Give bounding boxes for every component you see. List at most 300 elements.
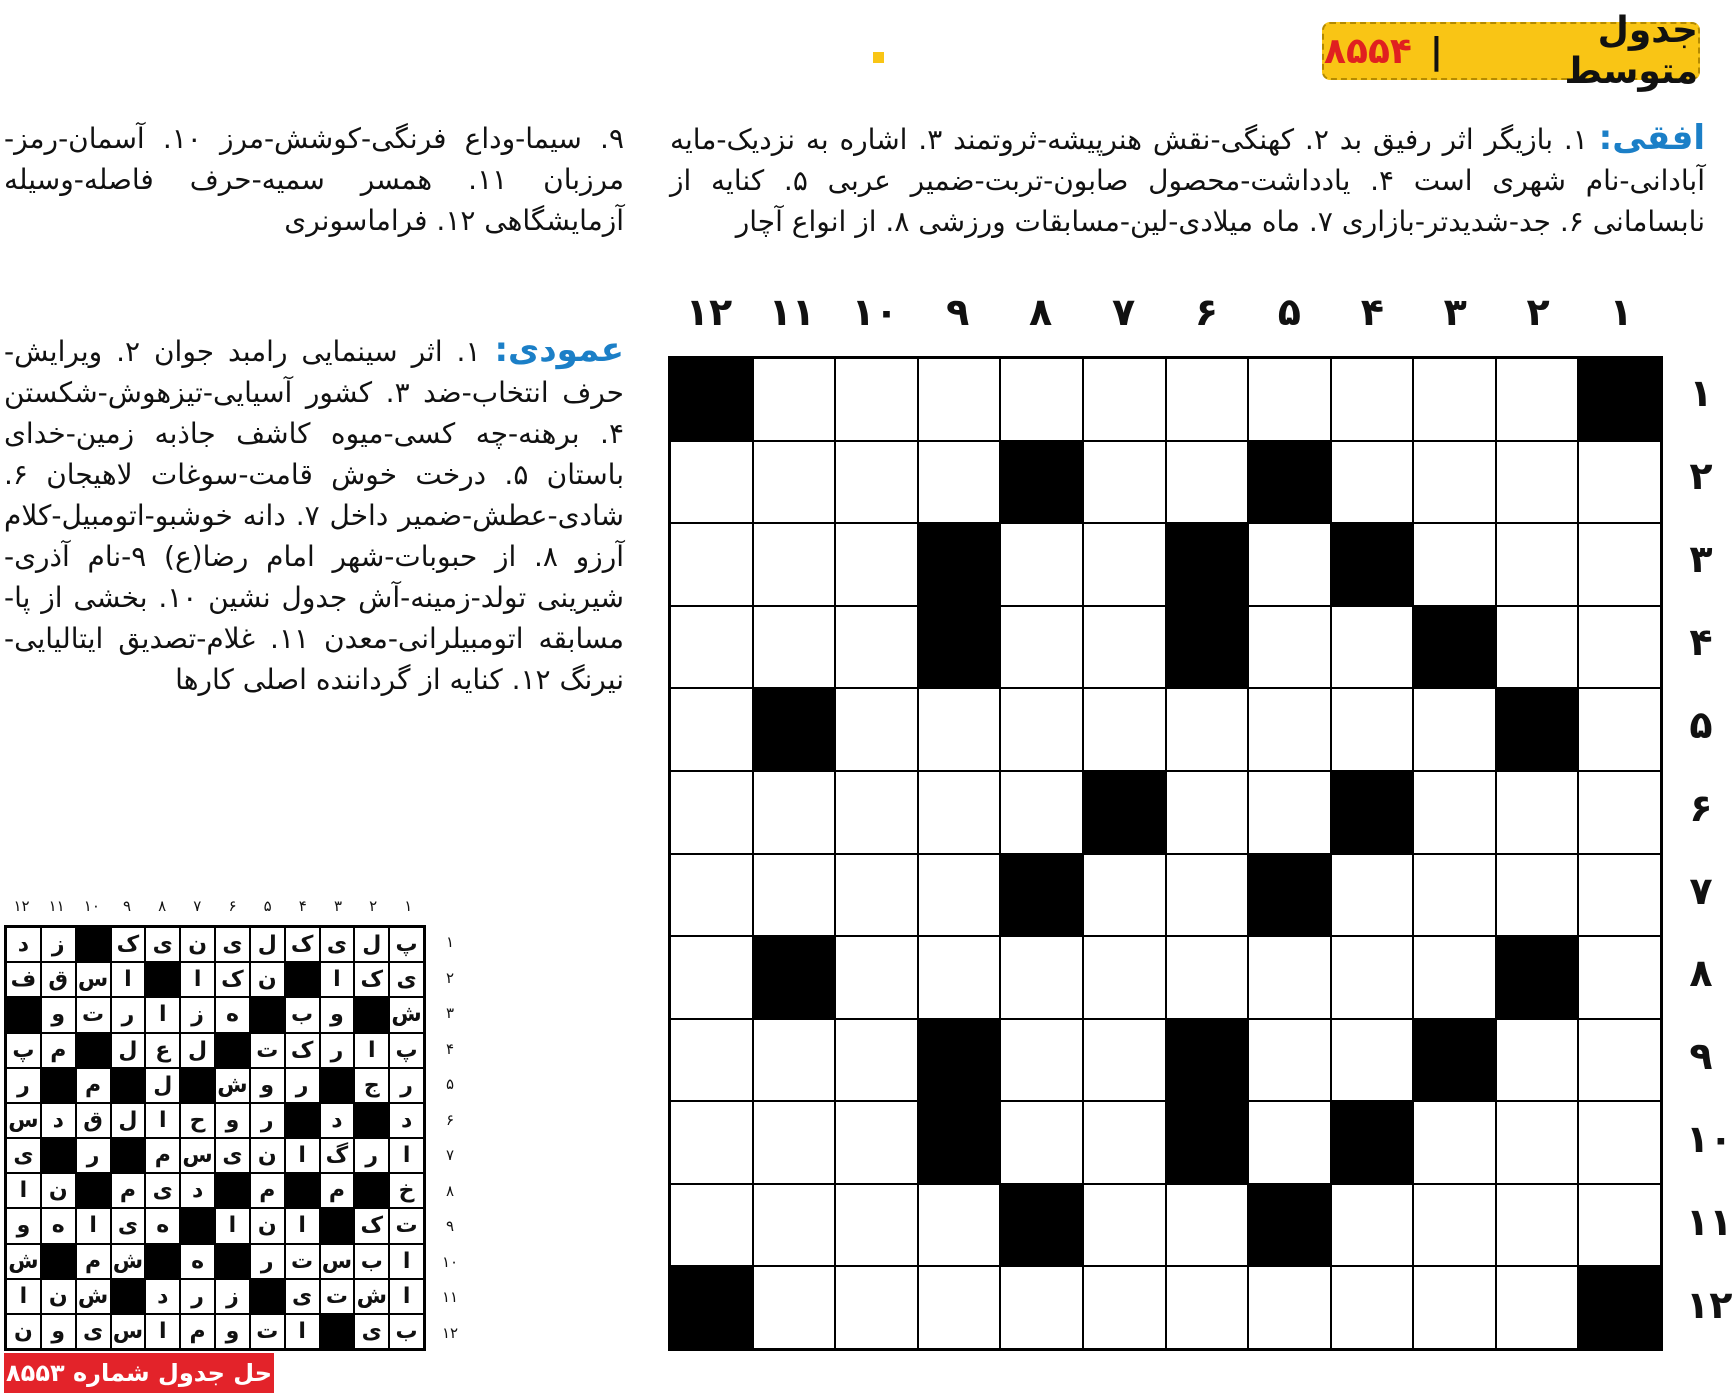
solution-black-cell	[41, 1068, 76, 1103]
empty-cell[interactable]	[670, 936, 753, 1019]
solution-letter: م	[250, 1173, 285, 1208]
solution-letter: ل	[145, 1068, 180, 1103]
black-cell	[1000, 854, 1083, 937]
solution-black-cell	[111, 1068, 146, 1103]
solution-letter: د	[320, 1103, 355, 1138]
black-cell	[1331, 523, 1414, 606]
empty-cell[interactable]	[1578, 936, 1661, 1019]
solution-letter: ک	[354, 962, 389, 997]
empty-cell[interactable]	[1413, 1184, 1496, 1267]
empty-cell[interactable]	[753, 1184, 836, 1267]
empty-cell[interactable]	[670, 523, 753, 606]
column-number: ۴	[1360, 290, 1384, 334]
empty-cell[interactable]	[1331, 688, 1414, 771]
solution-column-number: ۵	[263, 897, 272, 915]
solution-black-cell	[250, 997, 285, 1032]
solution-column-number: ۷	[193, 897, 202, 915]
decorative-dot	[873, 52, 884, 63]
empty-cell[interactable]	[1083, 358, 1166, 441]
solution-black-cell	[76, 927, 111, 962]
solution-letter: ه	[145, 1208, 180, 1243]
black-cell	[918, 606, 1001, 689]
solution-row-number: ۷	[445, 1146, 455, 1164]
solution-row-number: ۱۲	[441, 1323, 459, 1342]
solution-letter: ش	[6, 1244, 41, 1279]
solution-black-cell	[354, 997, 389, 1032]
empty-cell[interactable]	[918, 358, 1001, 441]
solution-letter: ع	[145, 1033, 180, 1068]
empty-cell[interactable]	[1578, 441, 1661, 524]
empty-cell[interactable]	[1083, 854, 1166, 937]
empty-cell[interactable]	[835, 1184, 918, 1267]
solution-letter: ا	[389, 1279, 424, 1314]
solution-letter: م	[76, 1244, 111, 1279]
solution-letter: م	[111, 1173, 146, 1208]
empty-cell[interactable]	[1166, 854, 1249, 937]
row-number: ۷	[1689, 868, 1713, 913]
empty-cell[interactable]	[753, 441, 836, 524]
solution-letter: ن	[41, 1279, 76, 1314]
empty-cell[interactable]	[1413, 936, 1496, 1019]
solution-letter: ی	[76, 1314, 111, 1349]
solution-letter: ی	[215, 1138, 250, 1173]
empty-cell[interactable]	[1248, 771, 1331, 854]
solution-letter: ی	[215, 927, 250, 962]
empty-cell[interactable]	[1000, 1266, 1083, 1349]
solution-letter: ی	[145, 1173, 180, 1208]
solution-letter: پ	[6, 1033, 41, 1068]
empty-cell[interactable]	[670, 441, 753, 524]
empty-cell[interactable]	[1496, 1184, 1579, 1267]
empty-cell[interactable]	[918, 771, 1001, 854]
solution-column-number: ۱	[404, 897, 413, 915]
solution-letter: و	[215, 1103, 250, 1138]
empty-cell[interactable]	[1000, 1101, 1083, 1184]
solution-letter: ب	[354, 1244, 389, 1279]
solution-letter: ش	[215, 1068, 250, 1103]
empty-cell[interactable]	[1578, 688, 1661, 771]
solution-black-cell	[76, 1033, 111, 1068]
empty-cell[interactable]	[1083, 523, 1166, 606]
empty-cell[interactable]	[670, 1019, 753, 1102]
solution-letter: ر	[320, 1033, 355, 1068]
solution-letter: د	[389, 1103, 424, 1138]
empty-cell[interactable]	[835, 441, 918, 524]
empty-cell[interactable]	[753, 771, 836, 854]
solution-letter: ا	[354, 1033, 389, 1068]
empty-cell[interactable]	[753, 854, 836, 937]
empty-cell[interactable]	[835, 523, 918, 606]
empty-cell[interactable]	[1083, 1266, 1166, 1349]
empty-cell[interactable]	[835, 688, 918, 771]
empty-cell[interactable]	[670, 606, 753, 689]
empty-cell[interactable]	[1496, 358, 1579, 441]
empty-cell[interactable]	[1083, 441, 1166, 524]
empty-cell[interactable]	[1496, 523, 1579, 606]
empty-cell[interactable]	[1000, 688, 1083, 771]
solution-letter: ر	[285, 1068, 320, 1103]
black-cell	[753, 936, 836, 1019]
empty-cell[interactable]	[1248, 358, 1331, 441]
solution-letter: ا	[285, 1314, 320, 1349]
solution-letter: ل	[180, 1033, 215, 1068]
solution-letter: ت	[285, 1244, 320, 1279]
solution-letter: ن	[250, 1138, 285, 1173]
empty-cell[interactable]	[1331, 1266, 1414, 1349]
horizontal-clues-text-1: ۱. بازیگر اثر رفیق بد ۲. کهنگی-نقش هنرپیشه-ثروتمند ۳. اشاره به نزدیک-مایه آبادانی-نام شهری است ۴. یادداشت-محصول صابون-تربت-ضمیر عربی ۵. کنایه از نابسامانی ۶. جد-شدیدتر-بازاری ۷. ماه میلادی-لین-مسابقات ورزشی ۸. از انواع آچار	[670, 123, 1706, 238]
empty-cell[interactable]	[1248, 1266, 1331, 1349]
row-number: ۸	[1689, 951, 1713, 996]
solution-black-cell	[180, 1068, 215, 1103]
solution-row-number: ۱۰	[441, 1252, 459, 1271]
empty-cell[interactable]	[1413, 358, 1496, 441]
column-number: ۶	[1194, 290, 1219, 334]
empty-cell[interactable]	[1331, 1184, 1414, 1267]
solution-letter: ب	[285, 997, 320, 1032]
solution-letter: ا	[215, 1208, 250, 1243]
solution-letter: م	[320, 1173, 355, 1208]
empty-cell[interactable]	[1578, 606, 1661, 689]
empty-cell[interactable]	[670, 688, 753, 771]
empty-cell[interactable]	[835, 358, 918, 441]
solution-grid	[4, 925, 426, 1351]
solution-letter: ب	[389, 1314, 424, 1349]
empty-cell[interactable]	[1000, 358, 1083, 441]
empty-cell[interactable]	[1496, 771, 1579, 854]
black-cell	[918, 1101, 1001, 1184]
solution-letter: ا	[389, 1138, 424, 1173]
solution-letter: ک	[285, 1033, 320, 1068]
empty-cell[interactable]	[1166, 358, 1249, 441]
solution-row-number: ۸	[445, 1181, 455, 1200]
empty-cell[interactable]	[1496, 441, 1579, 524]
empty-cell[interactable]	[1413, 1101, 1496, 1184]
row-number: ۳	[1689, 536, 1713, 581]
empty-cell[interactable]	[670, 854, 753, 937]
solution-letter: ن	[41, 1173, 76, 1208]
empty-cell[interactable]	[1413, 854, 1496, 937]
solution-letter: ه	[215, 997, 250, 1032]
solution-black-cell	[215, 1173, 250, 1208]
black-cell	[1578, 1266, 1661, 1349]
column-number: ۱۲	[685, 290, 733, 334]
solution-letter: ی	[320, 927, 355, 962]
solution-black-cell	[320, 1208, 355, 1243]
row-number: ۱۰	[1686, 1117, 1732, 1162]
solution-letter: س	[111, 1314, 146, 1349]
empty-cell[interactable]	[1496, 1266, 1579, 1349]
solution-letter: ک	[354, 1208, 389, 1243]
empty-cell[interactable]	[1331, 358, 1414, 441]
empty-cell[interactable]	[918, 1266, 1001, 1349]
empty-cell[interactable]	[753, 1101, 836, 1184]
solution-letter: پ	[389, 1033, 424, 1068]
solution-letter: ی	[6, 1138, 41, 1173]
row-number: ۵	[1689, 702, 1713, 747]
empty-cell[interactable]	[753, 358, 836, 441]
empty-cell[interactable]	[918, 1184, 1001, 1267]
solution-letter: ا	[6, 1279, 41, 1314]
empty-cell[interactable]	[1248, 1019, 1331, 1102]
solution-letter: ر	[354, 1138, 389, 1173]
empty-cell[interactable]	[1248, 1101, 1331, 1184]
empty-cell[interactable]	[1578, 771, 1661, 854]
empty-cell[interactable]	[753, 1019, 836, 1102]
solution-letter: ن	[250, 962, 285, 997]
empty-cell[interactable]	[1578, 1184, 1661, 1267]
solution-row-number: ۱	[445, 933, 455, 951]
solution-letter: ش	[354, 1279, 389, 1314]
solution-black-cell	[145, 1244, 180, 1279]
solution-black-cell	[6, 997, 41, 1032]
empty-cell[interactable]	[918, 441, 1001, 524]
solution-letter: س	[320, 1244, 355, 1279]
empty-cell[interactable]	[1496, 606, 1579, 689]
solution-letter: ه	[41, 1208, 76, 1243]
solution-letter: ا	[145, 1103, 180, 1138]
empty-cell[interactable]	[670, 1101, 753, 1184]
empty-cell[interactable]	[1166, 1184, 1249, 1267]
empty-cell[interactable]	[1000, 1019, 1083, 1102]
solution-letter: خ	[389, 1173, 424, 1208]
solution-row-number: ۶	[445, 1110, 455, 1129]
puzzle-number: ۸۵۵۴	[1324, 30, 1412, 72]
black-cell	[1248, 854, 1331, 937]
solution-column-number: ۹	[122, 897, 132, 915]
solution-black-cell	[250, 1279, 285, 1314]
empty-cell[interactable]	[835, 936, 918, 1019]
solution-row-number: ۱۱	[441, 1288, 459, 1306]
black-cell	[1166, 1019, 1249, 1102]
black-cell	[1166, 1101, 1249, 1184]
solution-letter: ن	[250, 1208, 285, 1243]
solution-row-number: ۵	[445, 1075, 455, 1093]
empty-cell[interactable]	[918, 936, 1001, 1019]
empty-cell[interactable]	[1248, 688, 1331, 771]
solution-letter: ا	[111, 962, 146, 997]
empty-cell[interactable]	[835, 854, 918, 937]
empty-cell[interactable]	[1413, 1266, 1496, 1349]
empty-cell[interactable]	[1413, 441, 1496, 524]
solution-letter: و	[6, 1208, 41, 1243]
empty-cell[interactable]	[1248, 606, 1331, 689]
black-cell	[918, 523, 1001, 606]
empty-cell[interactable]	[1331, 854, 1414, 937]
empty-cell[interactable]	[1413, 523, 1496, 606]
empty-cell[interactable]	[1166, 688, 1249, 771]
solution-letter: د	[180, 1173, 215, 1208]
solution-letter: د	[145, 1279, 180, 1314]
solution-letter: س	[180, 1138, 215, 1173]
solution-black-cell	[354, 1173, 389, 1208]
solution-letter: ز	[41, 927, 76, 962]
title-box	[1322, 10, 1700, 92]
title-text: جدول متوسط	[1564, 10, 1698, 92]
horizontal-clues-text-2: ۹. سیما-وداع فرنگی-کوشش-مرز ۱۰. آسمان-رمز-مرزبان ۱۱. همسر سمیه-حرف فاصله-وسیله آزمایشگاهی ۱۲. فراماسونری	[4, 122, 624, 237]
solution-letter: و	[320, 997, 355, 1032]
solution-letter: ر	[250, 1244, 285, 1279]
empty-cell[interactable]	[1083, 606, 1166, 689]
solution-letter: ا	[285, 1138, 320, 1173]
solution-letter: ی	[285, 1279, 320, 1314]
empty-cell[interactable]	[1248, 936, 1331, 1019]
crossword-grid	[668, 356, 1663, 1351]
row-number: ۶	[1689, 785, 1713, 830]
solution-letter: ش	[111, 1244, 146, 1279]
solution-letter: ک	[111, 927, 146, 962]
solution-letter: ق	[76, 1103, 111, 1138]
solution-letter: ه	[180, 1244, 215, 1279]
empty-cell[interactable]	[1083, 1101, 1166, 1184]
solution-letter: ی	[354, 1314, 389, 1349]
empty-cell[interactable]	[835, 1266, 918, 1349]
empty-cell[interactable]	[1166, 1266, 1249, 1349]
solution-black-cell	[320, 1068, 355, 1103]
solution-letter: ل	[250, 927, 285, 962]
empty-cell[interactable]	[1578, 1019, 1661, 1102]
solution-letter: ح	[180, 1103, 215, 1138]
empty-cell[interactable]	[1083, 936, 1166, 1019]
solution-letter: ی	[111, 1208, 146, 1243]
black-cell	[1413, 1019, 1496, 1102]
black-cell	[1083, 771, 1166, 854]
solution-letter: ت	[76, 997, 111, 1032]
black-cell	[1496, 688, 1579, 771]
solution-letter: و	[41, 997, 76, 1032]
solution-column-number: ۶	[228, 897, 237, 915]
solution-black-cell	[76, 1173, 111, 1208]
column-number: ۹	[946, 290, 970, 334]
empty-cell[interactable]	[1496, 1101, 1579, 1184]
row-number: ۱	[1689, 371, 1713, 415]
solution-letter: ل	[111, 1103, 146, 1138]
solution-black-cell	[285, 962, 320, 997]
black-cell	[918, 1019, 1001, 1102]
empty-cell[interactable]	[1000, 771, 1083, 854]
solution-letter: ج	[354, 1068, 389, 1103]
empty-cell[interactable]	[753, 523, 836, 606]
empty-cell[interactable]	[835, 771, 918, 854]
solution-letter: م	[41, 1033, 76, 1068]
solution-letter: ا	[145, 1314, 180, 1349]
solution-letter: م	[145, 1138, 180, 1173]
row-number: ۱۱	[1686, 1200, 1732, 1245]
solution-column-number: ۲	[369, 897, 378, 915]
black-cell	[1000, 441, 1083, 524]
empty-cell[interactable]	[1578, 854, 1661, 937]
empty-cell[interactable]	[1000, 523, 1083, 606]
column-number: ۵	[1277, 290, 1301, 334]
empty-cell[interactable]	[918, 854, 1001, 937]
solution-letter: ا	[180, 962, 215, 997]
solution-letter: ز	[215, 1279, 250, 1314]
black-cell	[1578, 358, 1661, 441]
vertical-clues	[4, 330, 624, 700]
row-number: ۴	[1689, 619, 1713, 664]
column-number: ۱۰	[851, 290, 899, 334]
solution-black-cell	[41, 1244, 76, 1279]
empty-cell[interactable]	[1331, 441, 1414, 524]
empty-cell[interactable]	[835, 606, 918, 689]
solution-letter: ا	[145, 997, 180, 1032]
row-number: ۹	[1689, 1034, 1713, 1079]
vertical-clues-text: ۱. اثر سینمایی رامبد جوان ۲. ویرایش-حرف انتخاب-ضد ۳. کشور آسیایی-تیزهوش-شکستن ۴. برهنه-چه کسی-میوه کاشف جاذبه زمین-خدای باستان ۵. درخت خوش قامت-سوغات لاهیجان ۶. شادی-عطش-ضمیر داخل ۷. دانه خوشبو-اتومبیل-کلام آرزو ۸. از حبوبات-شهر امام رضا(ع) ۹-نام آذری-شیرینی تولد-زمینه-آش جدول نشین ۱۰. بخشی از پا-مسابقه اتومبیلرانی-معدن ۱۱. غلام-تصدیق ایتالیایی-نیرنگ ۱۲. کنایه از گرداننده اصلی کارها	[4, 335, 625, 696]
solution-row-number: ۳	[445, 1004, 455, 1022]
solution-letter: ک	[285, 927, 320, 962]
black-cell	[1331, 1101, 1414, 1184]
column-number: ۲	[1526, 290, 1550, 334]
solution-row-number: ۴	[445, 1039, 455, 1058]
solution-letter: ا	[76, 1208, 111, 1243]
solution-letter: ت	[320, 1279, 355, 1314]
empty-cell[interactable]	[1331, 936, 1414, 1019]
empty-cell[interactable]	[1000, 606, 1083, 689]
empty-cell[interactable]	[1496, 1019, 1579, 1102]
solution-letter: د	[41, 1103, 76, 1138]
solution-black-cell	[145, 962, 180, 997]
black-cell	[1248, 1184, 1331, 1267]
empty-cell[interactable]	[1083, 1184, 1166, 1267]
solution-black-cell	[111, 1138, 146, 1173]
solution-letter: ت	[389, 1208, 424, 1243]
empty-cell[interactable]	[835, 1101, 918, 1184]
row-number: ۲	[1689, 453, 1713, 498]
empty-cell[interactable]	[1248, 523, 1331, 606]
empty-cell[interactable]	[1496, 854, 1579, 937]
empty-cell[interactable]	[1083, 1019, 1166, 1102]
empty-cell[interactable]	[1000, 936, 1083, 1019]
solution-letter: ی	[145, 927, 180, 962]
solution-letter: ت	[250, 1314, 285, 1349]
solution-letter: ل	[354, 927, 389, 962]
empty-cell[interactable]	[1166, 771, 1249, 854]
empty-cell[interactable]	[918, 688, 1001, 771]
empty-cell[interactable]	[835, 1019, 918, 1102]
empty-cell[interactable]	[753, 606, 836, 689]
solution-black-cell	[320, 1314, 355, 1349]
empty-cell[interactable]	[753, 1266, 836, 1349]
solution-letter: ش	[389, 997, 424, 1032]
empty-cell[interactable]	[1166, 441, 1249, 524]
empty-cell[interactable]	[1578, 523, 1661, 606]
solution-letter: و	[41, 1314, 76, 1349]
empty-cell[interactable]	[1331, 1019, 1414, 1102]
empty-cell[interactable]	[1331, 606, 1414, 689]
black-cell	[1000, 1184, 1083, 1267]
solution-black-cell	[285, 1173, 320, 1208]
empty-cell[interactable]	[1413, 688, 1496, 771]
empty-cell[interactable]	[1166, 936, 1249, 1019]
empty-cell[interactable]	[670, 1184, 753, 1267]
empty-cell[interactable]	[670, 771, 753, 854]
solution-column-number: ۱۰	[83, 897, 100, 915]
empty-cell[interactable]	[1083, 688, 1166, 771]
empty-cell[interactable]	[1413, 771, 1496, 854]
black-cell	[1496, 936, 1579, 1019]
empty-cell[interactable]	[1578, 1101, 1661, 1184]
solution-letter: م	[180, 1314, 215, 1349]
column-number: ۷	[1111, 290, 1136, 334]
solution-letter: ر	[6, 1068, 41, 1103]
solution-black-cell	[41, 1138, 76, 1173]
solution-column-number: ۱۱	[48, 897, 65, 915]
solution-letter: ن	[180, 927, 215, 962]
solution-letter: ر	[180, 1279, 215, 1314]
solution-letter: ت	[250, 1033, 285, 1068]
black-cell	[670, 1266, 753, 1349]
solution-column-number: ۱۲	[13, 897, 30, 915]
solution-letter: ا	[6, 1173, 41, 1208]
